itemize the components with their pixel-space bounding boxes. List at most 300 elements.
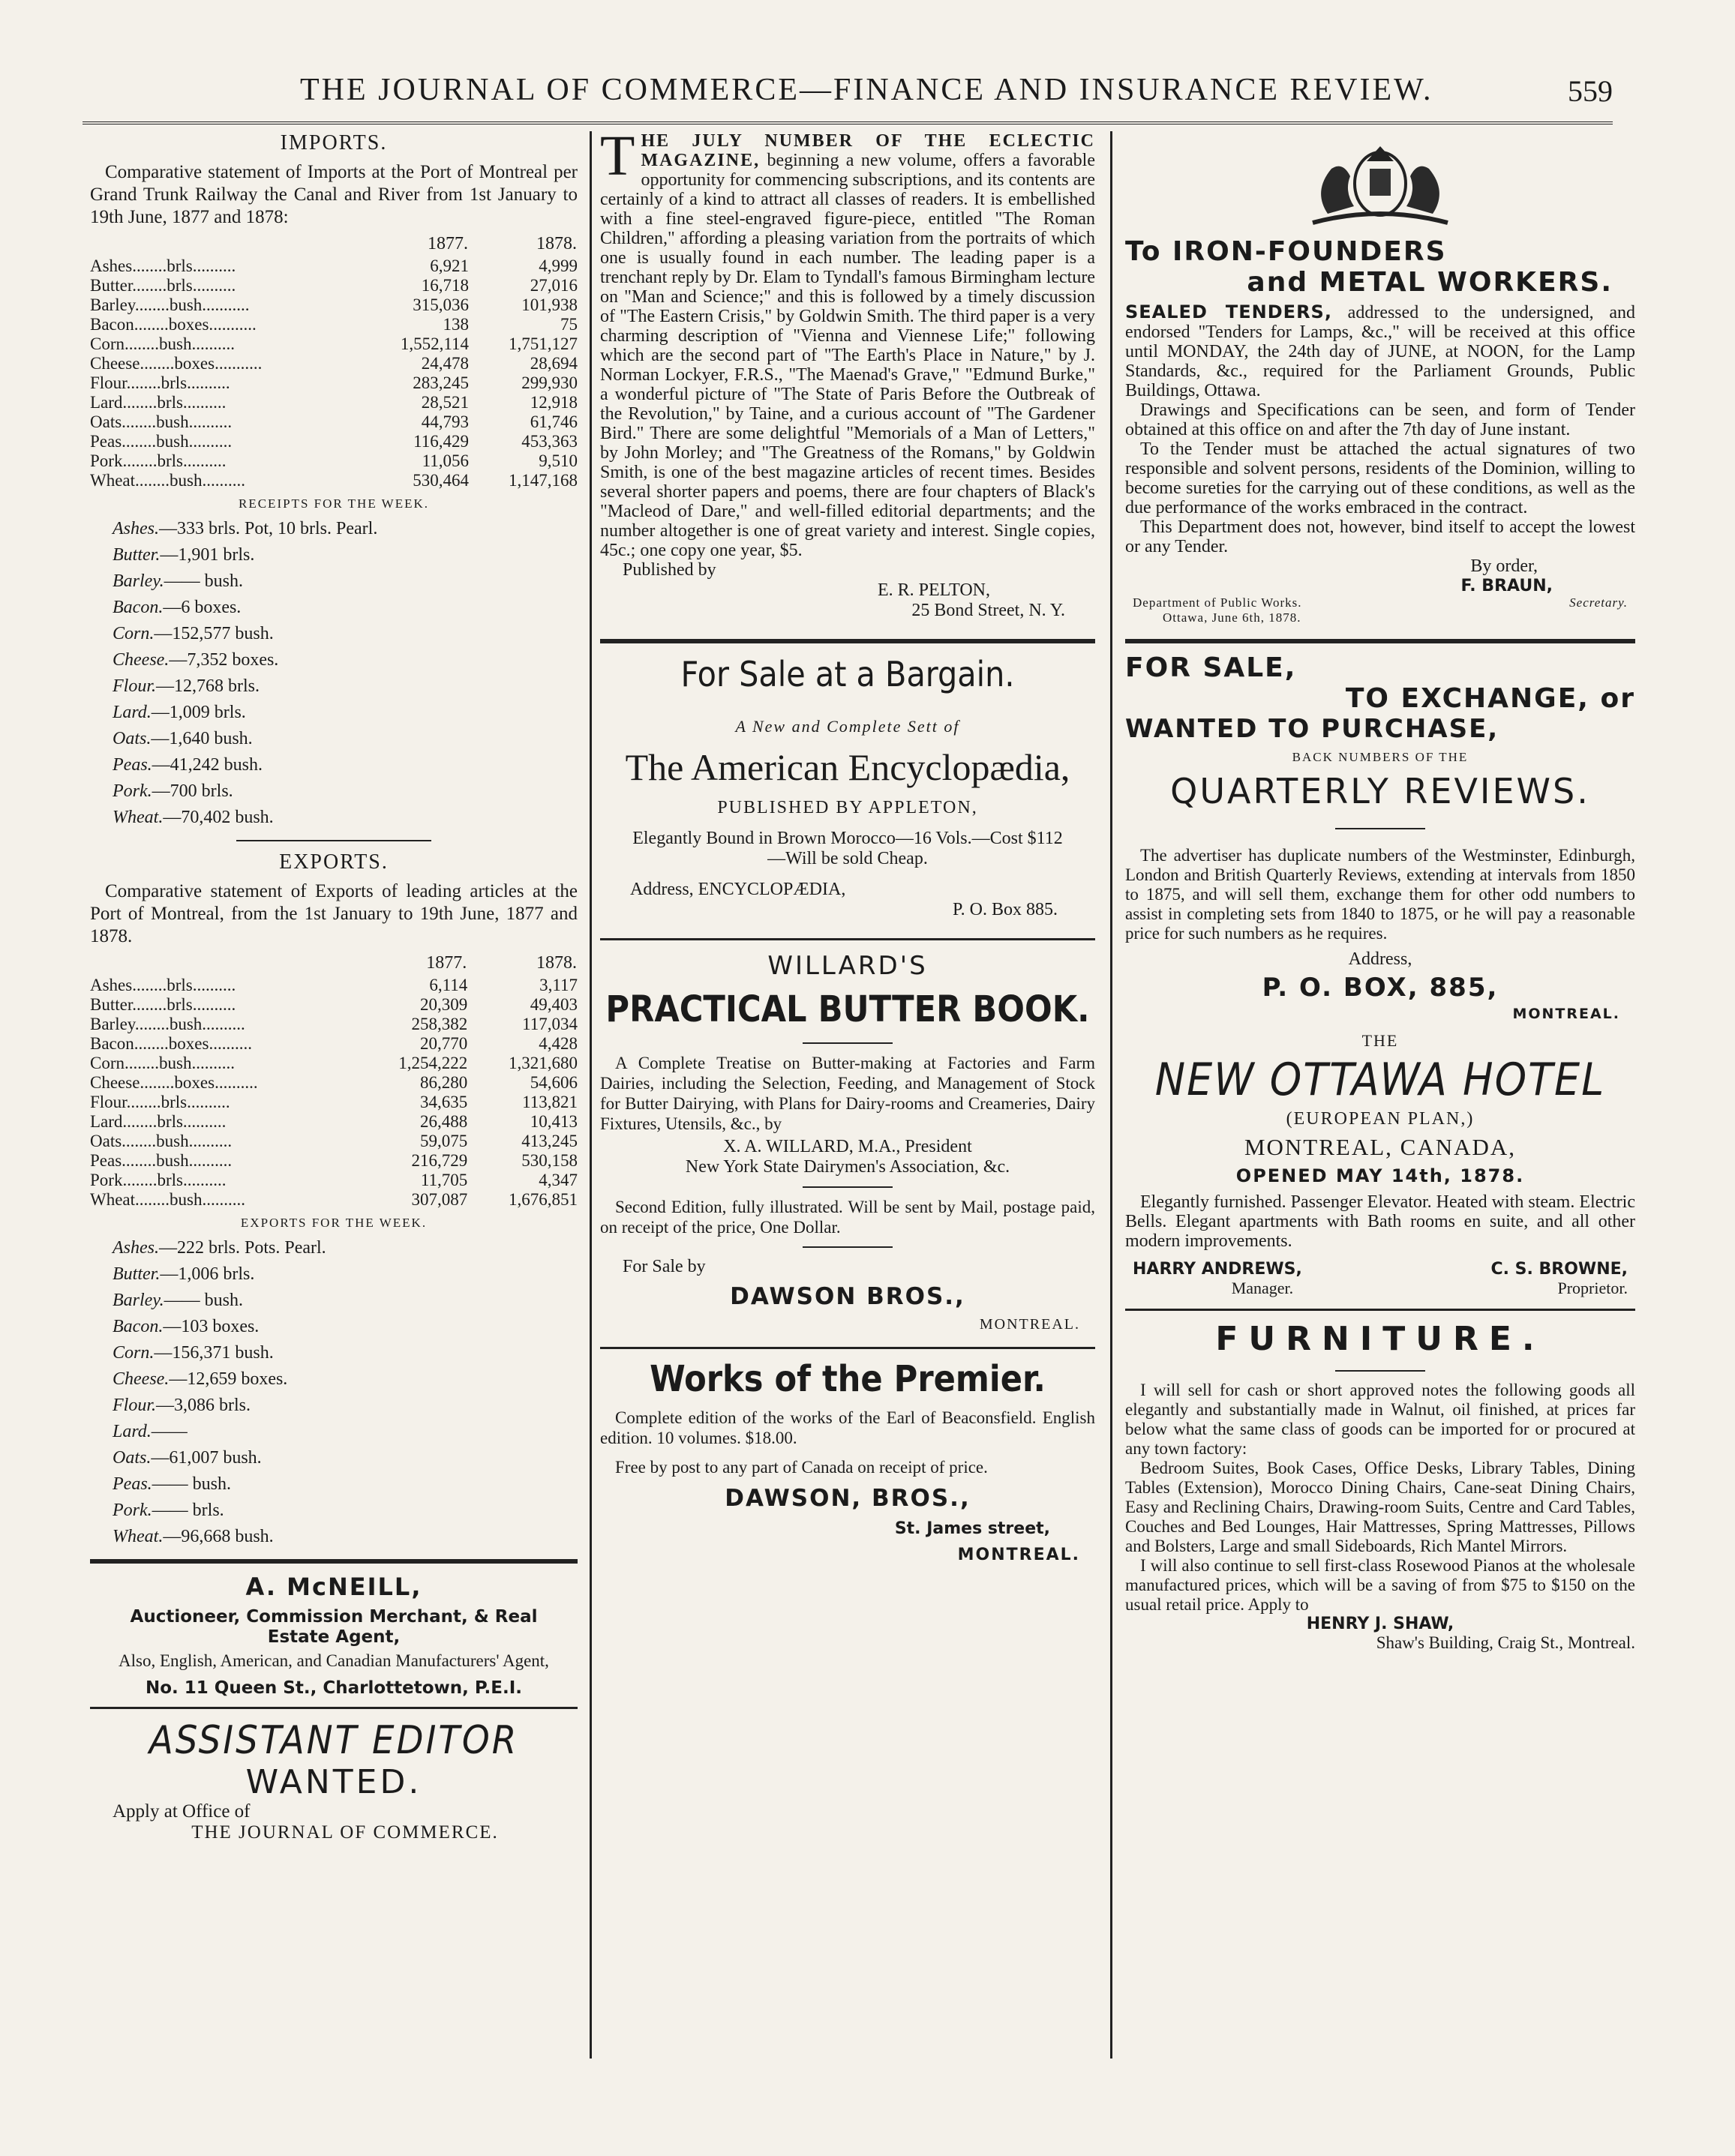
iron-text-1: addressed to the undersigned, and endorsed "Tenders for Lamps, &c.," will be received at this office until MONDAY, the 24th day of JUNE, at NOON, for the Lamp Standards, &c., required for the Parliament Grounds, Public Buildings, Ottawa. (1125, 303, 1636, 400)
divider (600, 1347, 1095, 1349)
table-cell-1877: 307,087 (411, 1190, 468, 1209)
hotel-opened: OPENED MAY 14th, 1878. (1235, 1165, 1525, 1186)
week-item (113, 1314, 578, 1340)
commodity-unit: brls (167, 976, 193, 994)
week-item (113, 673, 578, 700)
table-cell-item: Ashes........brls.......... (90, 256, 236, 275)
week-item-value: —— bush. (164, 1291, 243, 1310)
week-item-value: —— (151, 1422, 188, 1441)
week-item-label: Wheat. (113, 1527, 164, 1546)
butter-desc: A Complete Treatise on Butter-making at Factories and Farm Dairies, including the Selection, Feeding, and Management of Stock for Butter Dairying, with Plans for Dairy-rooms and Creameries, Dairy Fixtures, Utensils, &c., by (600, 1054, 1095, 1133)
table-cell-1878: 54,606 (530, 1073, 578, 1092)
commodity-name: Wheat (90, 1190, 136, 1209)
premier-title: Works of the Premier. (650, 1358, 1046, 1400)
divider (1335, 828, 1425, 829)
week-item (113, 1261, 578, 1288)
furniture-address: Shaw's Building, Craig St., Montreal. (1376, 1633, 1635, 1652)
divider (1125, 1309, 1635, 1311)
hotel-name: NEW OTTAWA HOTEL (1154, 1054, 1606, 1106)
table-cell-item: Bacon........boxes.......... (90, 1034, 252, 1053)
table-cell-item: Bacon........boxes........... (90, 315, 257, 334)
week-item-label: Peas. (113, 1474, 152, 1494)
week-item-label: Lard. (113, 1422, 152, 1441)
table-header-row (90, 233, 578, 256)
commodity-name: Oats (90, 1132, 122, 1150)
week-item-value: —70,402 bush. (163, 808, 274, 827)
table-cell-1877: 258,382 (411, 1015, 468, 1033)
table-cell-item: Pork........brls.......... (90, 451, 227, 470)
week-item-value: —96,668 bush. (163, 1527, 274, 1546)
imports-intro: Comparative statement of Imports at the Port of Montreal per Grand Trunk Railway the Canal and River from 1st January to 19th June, 1877 and 1878: (90, 162, 578, 227)
mcneill-agent: Also, English, American, and Canadian Manufacturers' Agent, (119, 1651, 549, 1670)
hotel-proprietor-role: Proprietor. (1557, 1279, 1628, 1297)
table-cell-1877: 34,635 (420, 1093, 468, 1111)
week-item-label: Bacon. (113, 598, 164, 617)
exports-title: EXPORTS. (279, 850, 389, 874)
table-row (90, 1054, 578, 1073)
drop-cap: T (600, 124, 635, 187)
commodity-unit: bush (170, 471, 203, 490)
week-item (113, 805, 578, 831)
commodity-name: Peas (90, 1151, 122, 1170)
divider (803, 1042, 893, 1044)
table-row (90, 1093, 578, 1112)
table-row (90, 995, 578, 1015)
column-left (90, 131, 578, 1843)
quarterly-line-3: WANTED TO PURCHASE, (1125, 714, 1499, 744)
hotel-proprietor-name: C. S. BROWNE, (1490, 1260, 1628, 1279)
imports-table (90, 233, 578, 490)
commodity-name: Ashes (90, 256, 133, 275)
table-cell-1877: 216,729 (411, 1151, 468, 1170)
week-item-label: Barley. (113, 571, 164, 591)
quarterly-line-1: FOR SALE, (1125, 652, 1297, 683)
week-item-label: Flour. (113, 676, 157, 696)
premier-free: Free by post to any part of Canada on receipt of price. (615, 1458, 988, 1477)
column-middle (600, 124, 1095, 1564)
exports-week-list (90, 1235, 578, 1550)
commodity-unit: brls (157, 1112, 183, 1131)
week-item-label: Cheese. (113, 650, 170, 670)
week-item (113, 1235, 578, 1261)
table-cell-1877: 1,254,222 (398, 1054, 468, 1072)
commodity-name: Corn (90, 334, 125, 353)
commodity-name: Flour (90, 373, 127, 392)
table-cell-item: Peas........bush.......... (90, 432, 233, 451)
imports-section (90, 131, 578, 831)
table-cell-1877: 315,036 (413, 295, 469, 314)
commodity-unit: boxes (174, 1073, 215, 1092)
table-cell-1878: 113,821 (522, 1093, 578, 1111)
bargain-ad (600, 654, 1095, 920)
week-item (113, 1393, 578, 1419)
table-cell-item: Lard........brls.......... (90, 393, 227, 412)
week-item-label: Barley. (113, 1291, 164, 1310)
table-cell-item: Oats........bush.......... (90, 412, 233, 431)
commodity-name: Barley (90, 1015, 135, 1033)
bargain-box: P. O. Box 885. (952, 900, 1058, 919)
table-cell-1878: 4,428 (539, 1034, 578, 1053)
table-cell-item: Barley........bush........... (90, 295, 250, 314)
week-item-label: Oats. (113, 729, 152, 748)
quarterly-box: P. O. BOX, 885, (1262, 973, 1499, 1003)
divider (600, 938, 1095, 940)
week-item (113, 621, 578, 647)
table-cell-1878: 75 (560, 315, 578, 334)
table-cell-1878: 1,676,851 (509, 1190, 578, 1209)
butter-seller: DAWSON BROS., (730, 1283, 965, 1310)
commodity-name: Lard (90, 1112, 123, 1131)
butter-author: X. A. WILLARD, M.A., President (723, 1137, 972, 1156)
assistant-editor-ad (90, 1718, 578, 1843)
table-row (90, 412, 578, 432)
commodity-name: Bacon (90, 315, 134, 334)
iron-signer: F. BRAUN, (1460, 577, 1553, 595)
table-row (90, 1112, 578, 1132)
hotel-manager-role: Manager. (1231, 1279, 1294, 1297)
column-divider (1110, 131, 1112, 2059)
week-item-label: Corn. (113, 1343, 155, 1363)
commodity-unit: brls (157, 393, 183, 412)
furniture-ad (1125, 1320, 1635, 1653)
table-cell-item: Corn........bush.......... (90, 1054, 235, 1072)
week-item-label: Butter. (113, 1264, 161, 1284)
iron-founders-ad (1125, 131, 1635, 625)
table-cell-item: Barley........bush.......... (90, 1015, 245, 1033)
week-item-value: —1,009 brls. (151, 703, 246, 722)
commodity-name: Barley (90, 295, 135, 314)
furniture-name: HENRY J. SHAW, (1306, 1615, 1454, 1633)
week-item-value: —700 brls. (152, 781, 233, 801)
week-item-value: —41,242 bush. (152, 755, 263, 775)
table-cell-1877: 44,793 (421, 412, 469, 431)
quarterly-ad (1125, 652, 1635, 1022)
table-cell-1878: 4,347 (539, 1171, 578, 1189)
week-item (113, 1445, 578, 1471)
table-cell-item: Wheat........bush.......... (90, 471, 245, 490)
quarterly-address: Address, (1348, 949, 1412, 969)
column-right (1125, 131, 1635, 1653)
table-cell-1878: 3,117 (539, 976, 578, 994)
table-row (90, 354, 578, 373)
commodity-name: Cheese (90, 354, 140, 373)
week-item-label: Oats. (113, 1448, 152, 1468)
table-cell-1878: 530,158 (521, 1151, 578, 1170)
royal-crest-icon (1298, 131, 1463, 229)
divider (1335, 1370, 1425, 1372)
week-item (113, 1366, 578, 1393)
table-cell-1877: 16,718 (421, 276, 469, 295)
divider (1125, 639, 1635, 643)
exports-table (90, 952, 578, 1210)
hotel-manager-name: HARRY ANDREWS, (1133, 1260, 1302, 1279)
quarterly-title: QUARTERLY REVIEWS. (1170, 771, 1590, 811)
table-cell-1878: 413,245 (521, 1132, 578, 1150)
table-cell-item: Flour........brls.......... (90, 1093, 230, 1111)
week-item (113, 1524, 578, 1550)
assistant-title: ASSISTANT EDITOR (149, 1718, 519, 1763)
exports-intro: Comparative statement of Exports of leading articles at the Port of Montreal, from the 1st January to 19th June, 1877 and 1878. (90, 881, 578, 946)
table-header-year: 1877. (426, 953, 467, 973)
table-row (90, 1132, 578, 1151)
commodity-name: Bacon (90, 1034, 134, 1053)
bargain-publisher: PUBLISHED BY APPLETON, (717, 798, 978, 817)
table-cell-1877: 6,114 (429, 976, 468, 994)
week-item-value: —222 brls. Pots. Pearl. (159, 1238, 326, 1258)
table-cell-1878: 1,321,680 (509, 1054, 578, 1072)
table-cell-1877: 116,429 (413, 432, 469, 451)
table-cell-1877: 138 (443, 315, 469, 334)
iron-date: Ottawa, June 6th, 1878. (1163, 610, 1301, 625)
table-cell-item: Peas........bush.......... (90, 1151, 233, 1170)
commodity-unit: bush (156, 1132, 189, 1150)
table-row (90, 256, 578, 276)
commodity-unit: brls (157, 1171, 183, 1189)
table-cell-1878: 9,510 (539, 451, 578, 470)
table-cell-item: Cheese........boxes........... (90, 354, 263, 373)
table-row (90, 1015, 578, 1034)
willard-name: WILLARD'S (767, 951, 928, 981)
week-item-label: Butter. (113, 545, 161, 565)
bargain-desc: Elegantly Bound in Brown Morocco—16 Vols.—Cost $112—Will be sold Cheap. (632, 829, 1063, 868)
eclectic-address: 25 Bond Street, N. Y. (911, 601, 1065, 620)
mcneill-title: Auctioneer, Commission Merchant, & Real Estate Agent, (130, 1607, 538, 1647)
table-cell-1877: 283,245 (413, 373, 469, 392)
week-item-label: Ashes. (113, 1238, 159, 1258)
table-cell-1878: 117,034 (522, 1015, 578, 1033)
week-item-value: —1,640 bush. (151, 729, 253, 748)
commodity-unit: brls (167, 276, 193, 295)
week-item-value: —152,577 bush. (154, 624, 274, 643)
table-cell-item: Pork........brls.......... (90, 1171, 227, 1189)
table-cell-1878: 27,016 (530, 276, 578, 295)
bargain-title: For Sale at a Bargain. (680, 654, 1015, 694)
hotel-plan: (EUROPEAN PLAN,) (1286, 1109, 1475, 1129)
table-cell-item: Oats........bush.......... (90, 1132, 233, 1150)
iron-text-2: Drawings and Specifications can be seen, and form of Tender obtained at this office on and after the 7th day of June instant. (1125, 400, 1635, 439)
commodity-unit: bush (169, 1015, 203, 1033)
week-item-label: Peas. (113, 755, 152, 775)
week-item (113, 1340, 578, 1366)
week-item-value: —61,007 bush. (151, 1448, 262, 1468)
table-cell-item: Corn........bush.......... (90, 334, 235, 353)
iron-role: Secretary. (1569, 595, 1628, 610)
week-item (113, 778, 578, 805)
furniture-pianos: I will also continue to sell first-class Rosewood Pianos at the wholesale manufactured prices, which will be a saving of from $75 to $150 on the usual retail price. Apply to (1125, 1556, 1635, 1614)
quarterly-desc: The advertiser has duplicate numbers of the Westminster, Edinburgh, London and British Quarterly Reviews, extending at intervals from 1850 to 1875, and will sell them, exchange them for other odd numbers to assist in completing sets from 1840 to 1875, or he will pay a reasonable price for such numbers as he requires. (1125, 846, 1635, 943)
commodity-unit: bush. (169, 295, 207, 314)
quarterly-line-2: TO EXCHANGE, or (1345, 683, 1635, 714)
table-cell-1878: 12,918 (530, 393, 578, 412)
hotel-desc: Elegantly furnished. Passenger Elevator. Heated with steam. Electric Bells. Elegant apartments with Bath rooms en suite, and all other modern improvements. (1125, 1192, 1635, 1251)
commodity-name: Pork (90, 1171, 123, 1189)
eclectic-published: Published by (623, 560, 716, 580)
commodity-unit: brls (161, 1093, 188, 1111)
table-cell-1877: 59,075 (420, 1132, 468, 1150)
butter-book-ad (600, 951, 1095, 1333)
divider (600, 639, 1095, 643)
table-cell-1878: 49,403 (530, 995, 578, 1014)
table-cell-1878: 1,147,168 (509, 471, 578, 490)
table-row (90, 276, 578, 295)
table-row (90, 315, 578, 334)
table-cell-1877: 20,770 (420, 1034, 468, 1053)
week-item-value: —3,086 brls. (156, 1396, 251, 1415)
table-row (90, 432, 578, 451)
table-cell-item: Flour........brls.......... (90, 373, 230, 392)
quarterly-back: BACK NUMBERS OF THE (1292, 750, 1469, 764)
iron-dept: Department of Public Works. (1133, 595, 1302, 610)
commodity-unit: brls (167, 256, 193, 275)
hotel-city: MONTREAL, CANADA, (1244, 1134, 1517, 1160)
table-cell-item: Cheese........boxes.......... (90, 1073, 258, 1092)
week-item-value: —— bush. (164, 571, 243, 591)
commodity-name: Peas (90, 432, 122, 451)
table-header-row (90, 952, 578, 976)
premier-desc: Complete edition of the works of the Earl of Beaconsfield. English edition. 10 volumes. $18.00. (600, 1408, 1095, 1447)
table-cell-item: Ashes........brls.......... (90, 976, 236, 994)
divider (803, 1186, 893, 1188)
week-item-label: Cheese. (113, 1369, 170, 1389)
table-cell-1878: 1,751,127 (509, 334, 578, 353)
week-item (113, 700, 578, 726)
furniture-title: FURNITURE. (1215, 1320, 1545, 1358)
mcneill-name: A. McNEILL, (245, 1573, 422, 1601)
week-item-label: Ashes. (113, 519, 159, 538)
table-row (90, 1151, 578, 1171)
week-item-value: —6 boxes. (163, 598, 242, 617)
week-item-value: —— bush. (152, 1474, 231, 1494)
furniture-intro: I will sell for cash or short approved notes the following goods all elegantly and substantially made in Walnut, oil finished, at prices far below what the same class of goods can be imported for or procured at any town factory: (1125, 1381, 1635, 1458)
table-cell-1877: 11,705 (420, 1171, 468, 1189)
week-item-label: Bacon. (113, 1317, 164, 1336)
exports-section (90, 850, 578, 1550)
column-divider (590, 131, 592, 2059)
week-item (113, 568, 578, 595)
table-row (90, 471, 578, 490)
week-item (113, 542, 578, 568)
bargain-address: Address, ENCYCLOPÆDIA, (630, 880, 846, 899)
week-item-label: Wheat. (113, 808, 164, 827)
table-cell-1877: 28,521 (421, 393, 469, 412)
eclectic-article (600, 124, 1095, 621)
table-cell-1877: 6,921 (430, 256, 469, 275)
table-cell-item: Butter........brls.......... (90, 276, 236, 295)
assistant-apply: Apply at Office of (113, 1801, 251, 1822)
table-cell-1878: 453,363 (521, 432, 578, 451)
table-row (90, 976, 578, 995)
table-cell-1877: 26,488 (420, 1112, 468, 1131)
week-item-value: —12,768 brls. (156, 676, 260, 696)
imports-title: IMPORTS. (280, 131, 388, 154)
table-cell-1878: 299,930 (521, 373, 578, 392)
imports-week-list (90, 516, 578, 831)
iron-lead: SEALED TENDERS, (1125, 301, 1332, 322)
commodity-unit: brls (167, 995, 193, 1014)
iron-order: By order, (1470, 556, 1538, 576)
table-cell-item: Wheat........bush.......... (90, 1190, 245, 1209)
commodity-name: Cheese (90, 1073, 140, 1092)
table-row (90, 1073, 578, 1093)
butter-forsale: For Sale by (623, 1257, 706, 1276)
table-row (90, 393, 578, 412)
iron-title-2: and METAL WORKERS. (1247, 267, 1613, 298)
commodity-unit: boxes. (168, 315, 214, 334)
commodity-name: Butter (90, 276, 133, 295)
commodity-unit: bush (170, 1190, 203, 1209)
table-header-item (90, 233, 361, 256)
table-cell-1878: 28,694 (530, 354, 578, 373)
commodity-unit: bush (156, 1151, 189, 1170)
table-cell-1878: 61,746 (530, 412, 578, 431)
week-item-value: —12,659 boxes. (169, 1369, 288, 1389)
mcneill-ad (90, 1573, 578, 1698)
week-item (113, 752, 578, 778)
week-item-value: —103 boxes. (163, 1317, 260, 1336)
table-header-year: 1878. (536, 234, 577, 253)
week-item-value: —1,901 brls. (160, 545, 255, 565)
week-item-label: Lard. (113, 703, 152, 722)
exports-week-title: EXPORTS FOR THE WEEK. (240, 1216, 428, 1230)
table-cell-item: Lard........brls.......... (90, 1112, 227, 1131)
table-cell-1877: 20,309 (420, 995, 468, 1014)
table-cell-1878: 10,413 (530, 1112, 578, 1131)
iron-title-1: To IRON-FOUNDERS (1125, 236, 1447, 267)
week-item-value: —1,006 brls. (160, 1264, 255, 1284)
hotel-ad (1125, 1031, 1635, 1298)
week-item (113, 1471, 578, 1498)
week-item-value: —— brls. (152, 1501, 224, 1520)
table-cell-1878: 4,999 (539, 256, 578, 275)
table-row (90, 1190, 578, 1210)
week-item-label: Flour. (113, 1396, 157, 1415)
commodity-unit: brls (157, 451, 183, 470)
eclectic-publisher: E. R. PELTON, (877, 580, 990, 600)
butter-edition: Second Edition, fully illustrated. Will be sent by Mail, postage paid, on receipt of the price, One Dollar. (600, 1198, 1095, 1237)
table-cell-1877: 24,478 (421, 354, 469, 373)
commodity-name: Ashes (90, 976, 133, 994)
commodity-unit: bush (156, 412, 189, 431)
divider (803, 1246, 893, 1248)
bargain-sub: A New and Complete Sett of (735, 717, 960, 736)
commodity-name: Butter (90, 995, 133, 1014)
butter-city: MONTREAL. (979, 1316, 1080, 1333)
commodity-name: Wheat (90, 471, 136, 490)
week-item-value: —333 brls. Pot, 10 brls. Pearl. (159, 519, 378, 538)
week-item-value: —156,371 bush. (154, 1343, 274, 1363)
week-item-label: Pork. (113, 781, 152, 801)
week-item (113, 516, 578, 542)
table-cell-1877: 11,056 (422, 451, 469, 470)
week-item-label: Corn. (113, 624, 155, 643)
week-item-label: Pork. (113, 1501, 152, 1520)
butter-association: New York State Dairymen's Association, &c. (685, 1157, 1010, 1177)
commodity-unit: brls (161, 373, 188, 392)
table-cell-1877: 1,552,114 (400, 334, 469, 353)
assistant-wanted: WANTED. (245, 1763, 422, 1801)
premier-city: MONTREAL. (957, 1546, 1080, 1564)
table-cell-1878: 101,938 (521, 295, 578, 314)
commodity-unit: bush (159, 1054, 192, 1072)
quarterly-city: MONTREAL. (1512, 1006, 1620, 1022)
week-item (113, 1419, 578, 1445)
commodity-unit: boxes (168, 1034, 209, 1053)
table-row (90, 1171, 578, 1190)
mcneill-address: No. 11 Queen St., Charlottetown, P.E.I. (145, 1678, 523, 1698)
page-number: 559 (1568, 74, 1613, 108)
week-item (113, 647, 578, 673)
table-header-year: 1877. (428, 234, 468, 253)
